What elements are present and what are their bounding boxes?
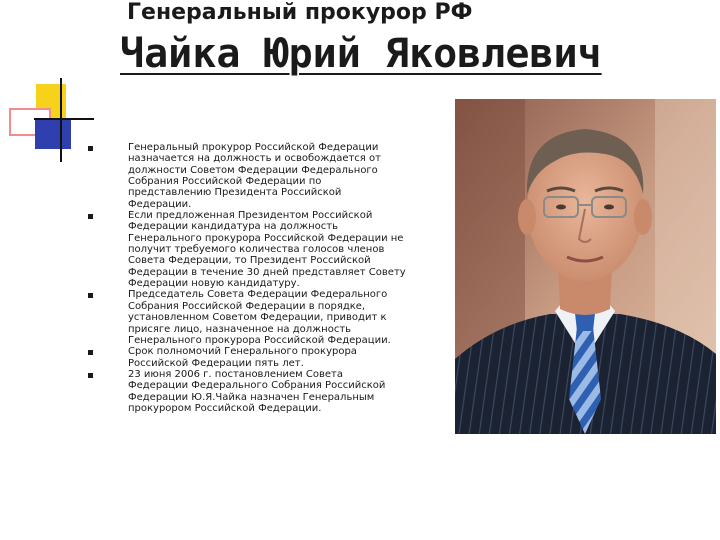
- square-bullet-icon: [88, 214, 93, 219]
- square-bullet-icon: [88, 293, 93, 298]
- square-bullet-icon: [88, 373, 93, 378]
- bullet-text: 23 июня 2006 г. постановлением Совета Федерации Федерального Собрания Российской Федерации Ю.Я.Чайка назначен Генеральным прокурором Российской Федерации.: [128, 368, 386, 414]
- bullet-item: [88, 369, 406, 414]
- slide-subtitle: Генеральный прокурор РФ: [127, 0, 473, 25]
- portrait-photo: [455, 99, 716, 434]
- bullet-text: Генеральный прокурор Российской Федерации назначается на должность и освобождается от должности Советом Федерации Федерального Собрания Российской Федерации по представлению Президента Российской Федерации.: [128, 142, 381, 210]
- decor-horizontal-line: [34, 118, 94, 120]
- square-bullet-icon: [88, 350, 93, 355]
- decor-vertical-line: [60, 78, 62, 162]
- bullet-text: Срок полномочий Генерального прокурора Российской Федерации пять лет.: [128, 346, 357, 369]
- bullet-text: Председатель Совета Федерации Федерального Собрания Российской Федерации в порядке, установленном Советом Федерации, приводит к присяге лицо, назначенное на должность Генерального прокурора Российской Федерации.: [128, 289, 391, 346]
- bullet-item: [88, 289, 406, 346]
- slide-title: Чайка Юрий Яковлевич: [120, 31, 602, 77]
- bullet-text: Если предложенная Президентом Российской Федерации кандидатура на должность Генерального прокурора Российской Федерации не получит требуемого количества голосов членов Совета Федерации, то Президент Российской Федерации в течение 30 дней представляет Совету Федерации новую кандидатуру.: [128, 210, 406, 290]
- bullet-item: [88, 346, 406, 369]
- decor-blue-square: [35, 120, 71, 149]
- bullet-item: [88, 210, 406, 289]
- bullet-item: [88, 142, 406, 210]
- bullet-list: [88, 142, 406, 414]
- square-bullet-icon: [88, 146, 93, 151]
